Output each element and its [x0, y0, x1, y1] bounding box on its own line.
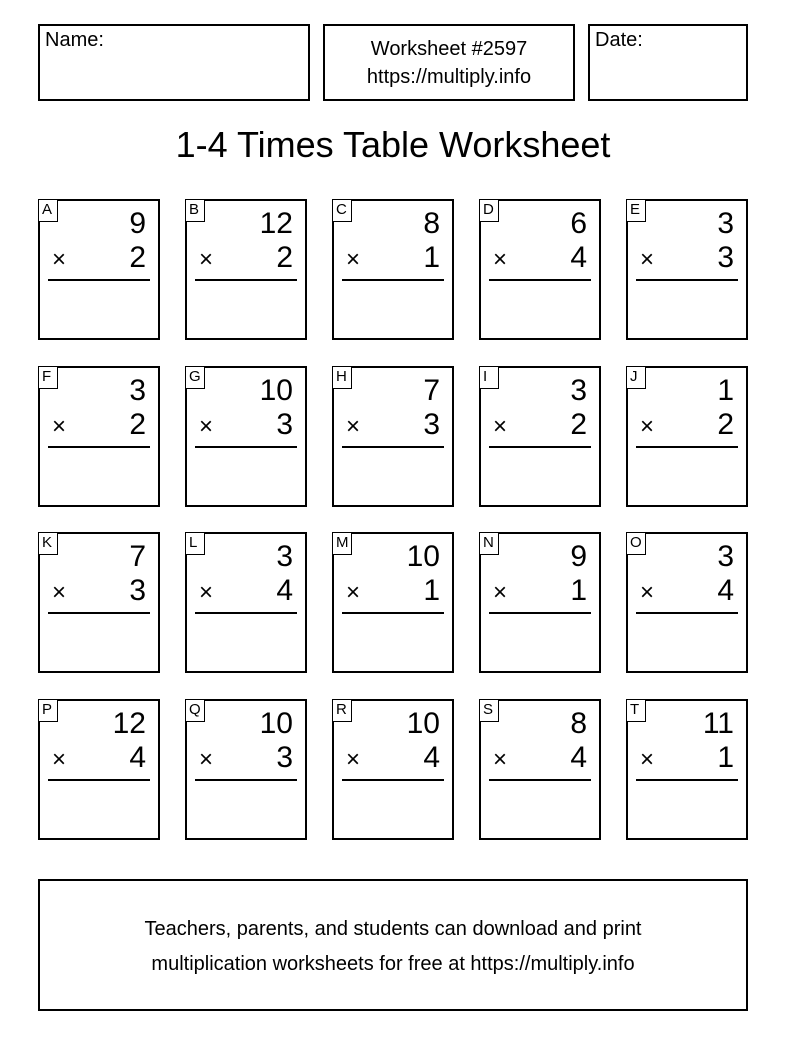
problem-card[interactable] — [626, 199, 748, 340]
problem-letter: I — [479, 366, 499, 389]
times-sign: × — [199, 413, 214, 440]
multiplicand: 3 — [717, 540, 734, 573]
problem-card[interactable] — [332, 699, 454, 840]
multiplier: 1 — [423, 241, 440, 274]
multiplier: 4 — [717, 574, 734, 607]
multiplier: 2 — [717, 408, 734, 441]
multiplicand: 3 — [570, 374, 587, 407]
times-sign: × — [52, 246, 67, 273]
multiplier: 4 — [570, 241, 587, 274]
problem-card[interactable] — [332, 532, 454, 673]
worksheet-url: https://multiply.info — [366, 66, 532, 88]
multiplicand: 10 — [259, 374, 293, 407]
problem-card[interactable] — [479, 366, 601, 507]
times-sign: × — [52, 579, 67, 606]
multiplicand: 3 — [276, 540, 293, 573]
times-sign: × — [493, 746, 508, 773]
times-sign: × — [52, 746, 67, 773]
multiplier: 2 — [570, 408, 587, 441]
answer-line — [342, 612, 444, 614]
multiplicand: 8 — [570, 707, 587, 740]
multiplicand: 9 — [129, 207, 146, 240]
problem-card[interactable] — [332, 366, 454, 507]
multiplicand: 7 — [423, 374, 440, 407]
multiplier: 4 — [570, 741, 587, 774]
problem-card[interactable] — [38, 199, 160, 340]
multiplier: 3 — [423, 408, 440, 441]
problem-card[interactable] — [38, 532, 160, 673]
footer-line-2: multiplication worksheets for free at https://multiply.info — [151, 953, 635, 975]
answer-line — [489, 446, 591, 448]
problem-letter: H — [332, 366, 352, 389]
page-title: 1-4 Times Table Worksheet — [175, 124, 611, 165]
times-sign: × — [640, 746, 655, 773]
problem-card[interactable] — [185, 199, 307, 340]
times-sign: × — [640, 579, 655, 606]
answer-line — [636, 279, 738, 281]
problem-letter: L — [185, 532, 205, 555]
multiplicand: 8 — [423, 207, 440, 240]
times-sign: × — [493, 246, 508, 273]
problem-letter: C — [332, 199, 352, 222]
problem-letter: E — [626, 199, 646, 222]
answer-line — [48, 446, 150, 448]
multiplier: 1 — [570, 574, 587, 607]
multiplier: 3 — [717, 241, 734, 274]
multiplicand: 10 — [406, 540, 440, 573]
multiplier: 3 — [129, 574, 146, 607]
problem-card[interactable] — [626, 366, 748, 507]
problem-letter: J — [626, 366, 646, 389]
problem-letter: F — [38, 366, 58, 389]
times-sign: × — [493, 413, 508, 440]
date-field[interactable] — [588, 24, 748, 101]
multiplier: 4 — [423, 741, 440, 774]
worksheet-info-box — [323, 24, 575, 101]
answer-line — [489, 279, 591, 281]
answer-line — [636, 446, 738, 448]
problem-card[interactable] — [185, 532, 307, 673]
multiplicand: 10 — [259, 707, 293, 740]
problem-card[interactable] — [626, 532, 748, 673]
multiplicand: 3 — [717, 207, 734, 240]
problem-card[interactable] — [38, 366, 160, 507]
times-sign: × — [493, 579, 508, 606]
times-sign: × — [346, 746, 361, 773]
answer-line — [342, 779, 444, 781]
multiplier: 1 — [717, 741, 734, 774]
multiplier: 1 — [423, 574, 440, 607]
date-label: Date: — [595, 29, 643, 51]
multiplier: 2 — [129, 241, 146, 274]
answer-line — [342, 446, 444, 448]
multiplier: 3 — [276, 408, 293, 441]
multiplier: 4 — [276, 574, 293, 607]
footer-note — [38, 879, 748, 1011]
multiplicand: 1 — [717, 374, 734, 407]
answer-line — [195, 279, 297, 281]
problem-card[interactable] — [38, 699, 160, 840]
multiplier: 2 — [129, 408, 146, 441]
times-sign: × — [640, 413, 655, 440]
multiplier: 2 — [276, 241, 293, 274]
times-sign: × — [52, 413, 67, 440]
problem-letter: K — [38, 532, 58, 555]
answer-line — [195, 779, 297, 781]
problem-card[interactable] — [479, 199, 601, 340]
problem-letter: N — [479, 532, 499, 555]
multiplier: 4 — [129, 741, 146, 774]
multiplicand: 10 — [406, 707, 440, 740]
name-label: Name: — [45, 29, 104, 51]
problem-letter: Q — [185, 699, 205, 722]
times-sign: × — [640, 246, 655, 273]
problem-letter: G — [185, 366, 205, 389]
times-sign: × — [199, 746, 214, 773]
times-sign: × — [346, 413, 361, 440]
problem-card[interactable] — [185, 366, 307, 507]
problem-card[interactable] — [479, 532, 601, 673]
problem-letter: O — [626, 532, 646, 555]
answer-line — [342, 279, 444, 281]
footer-line-1: Teachers, parents, and students can download and print — [144, 918, 642, 940]
answer-line — [489, 612, 591, 614]
name-field[interactable] — [38, 24, 310, 101]
answer-line — [48, 279, 150, 281]
problem-card[interactable] — [332, 199, 454, 340]
multiplier: 3 — [276, 741, 293, 774]
multiplicand: 6 — [570, 207, 587, 240]
answer-line — [48, 612, 150, 614]
problem-card[interactable] — [185, 699, 307, 840]
worksheet-number: Worksheet #2597 — [370, 38, 528, 60]
problem-card[interactable] — [626, 699, 748, 840]
problem-card[interactable] — [479, 699, 601, 840]
multiplicand: 7 — [129, 540, 146, 573]
multiplicand: 12 — [259, 207, 293, 240]
problem-letter: B — [185, 199, 205, 222]
answer-line — [636, 612, 738, 614]
problem-letter: S — [479, 699, 499, 722]
times-sign: × — [346, 246, 361, 273]
answer-line — [195, 446, 297, 448]
answer-line — [48, 779, 150, 781]
multiplicand: 11 — [702, 707, 734, 740]
problem-letter: A — [38, 199, 58, 222]
times-sign: × — [346, 579, 361, 606]
times-sign: × — [199, 579, 214, 606]
problem-letter: P — [38, 699, 58, 722]
answer-line — [636, 779, 738, 781]
problem-letter: R — [332, 699, 352, 722]
answer-line — [195, 612, 297, 614]
problem-letter: M — [332, 532, 352, 555]
multiplicand: 3 — [129, 374, 146, 407]
problem-letter: T — [626, 699, 646, 722]
multiplicand: 12 — [112, 707, 146, 740]
problem-letter: D — [479, 199, 499, 222]
answer-line — [489, 779, 591, 781]
times-sign: × — [199, 246, 214, 273]
multiplicand: 9 — [570, 540, 587, 573]
